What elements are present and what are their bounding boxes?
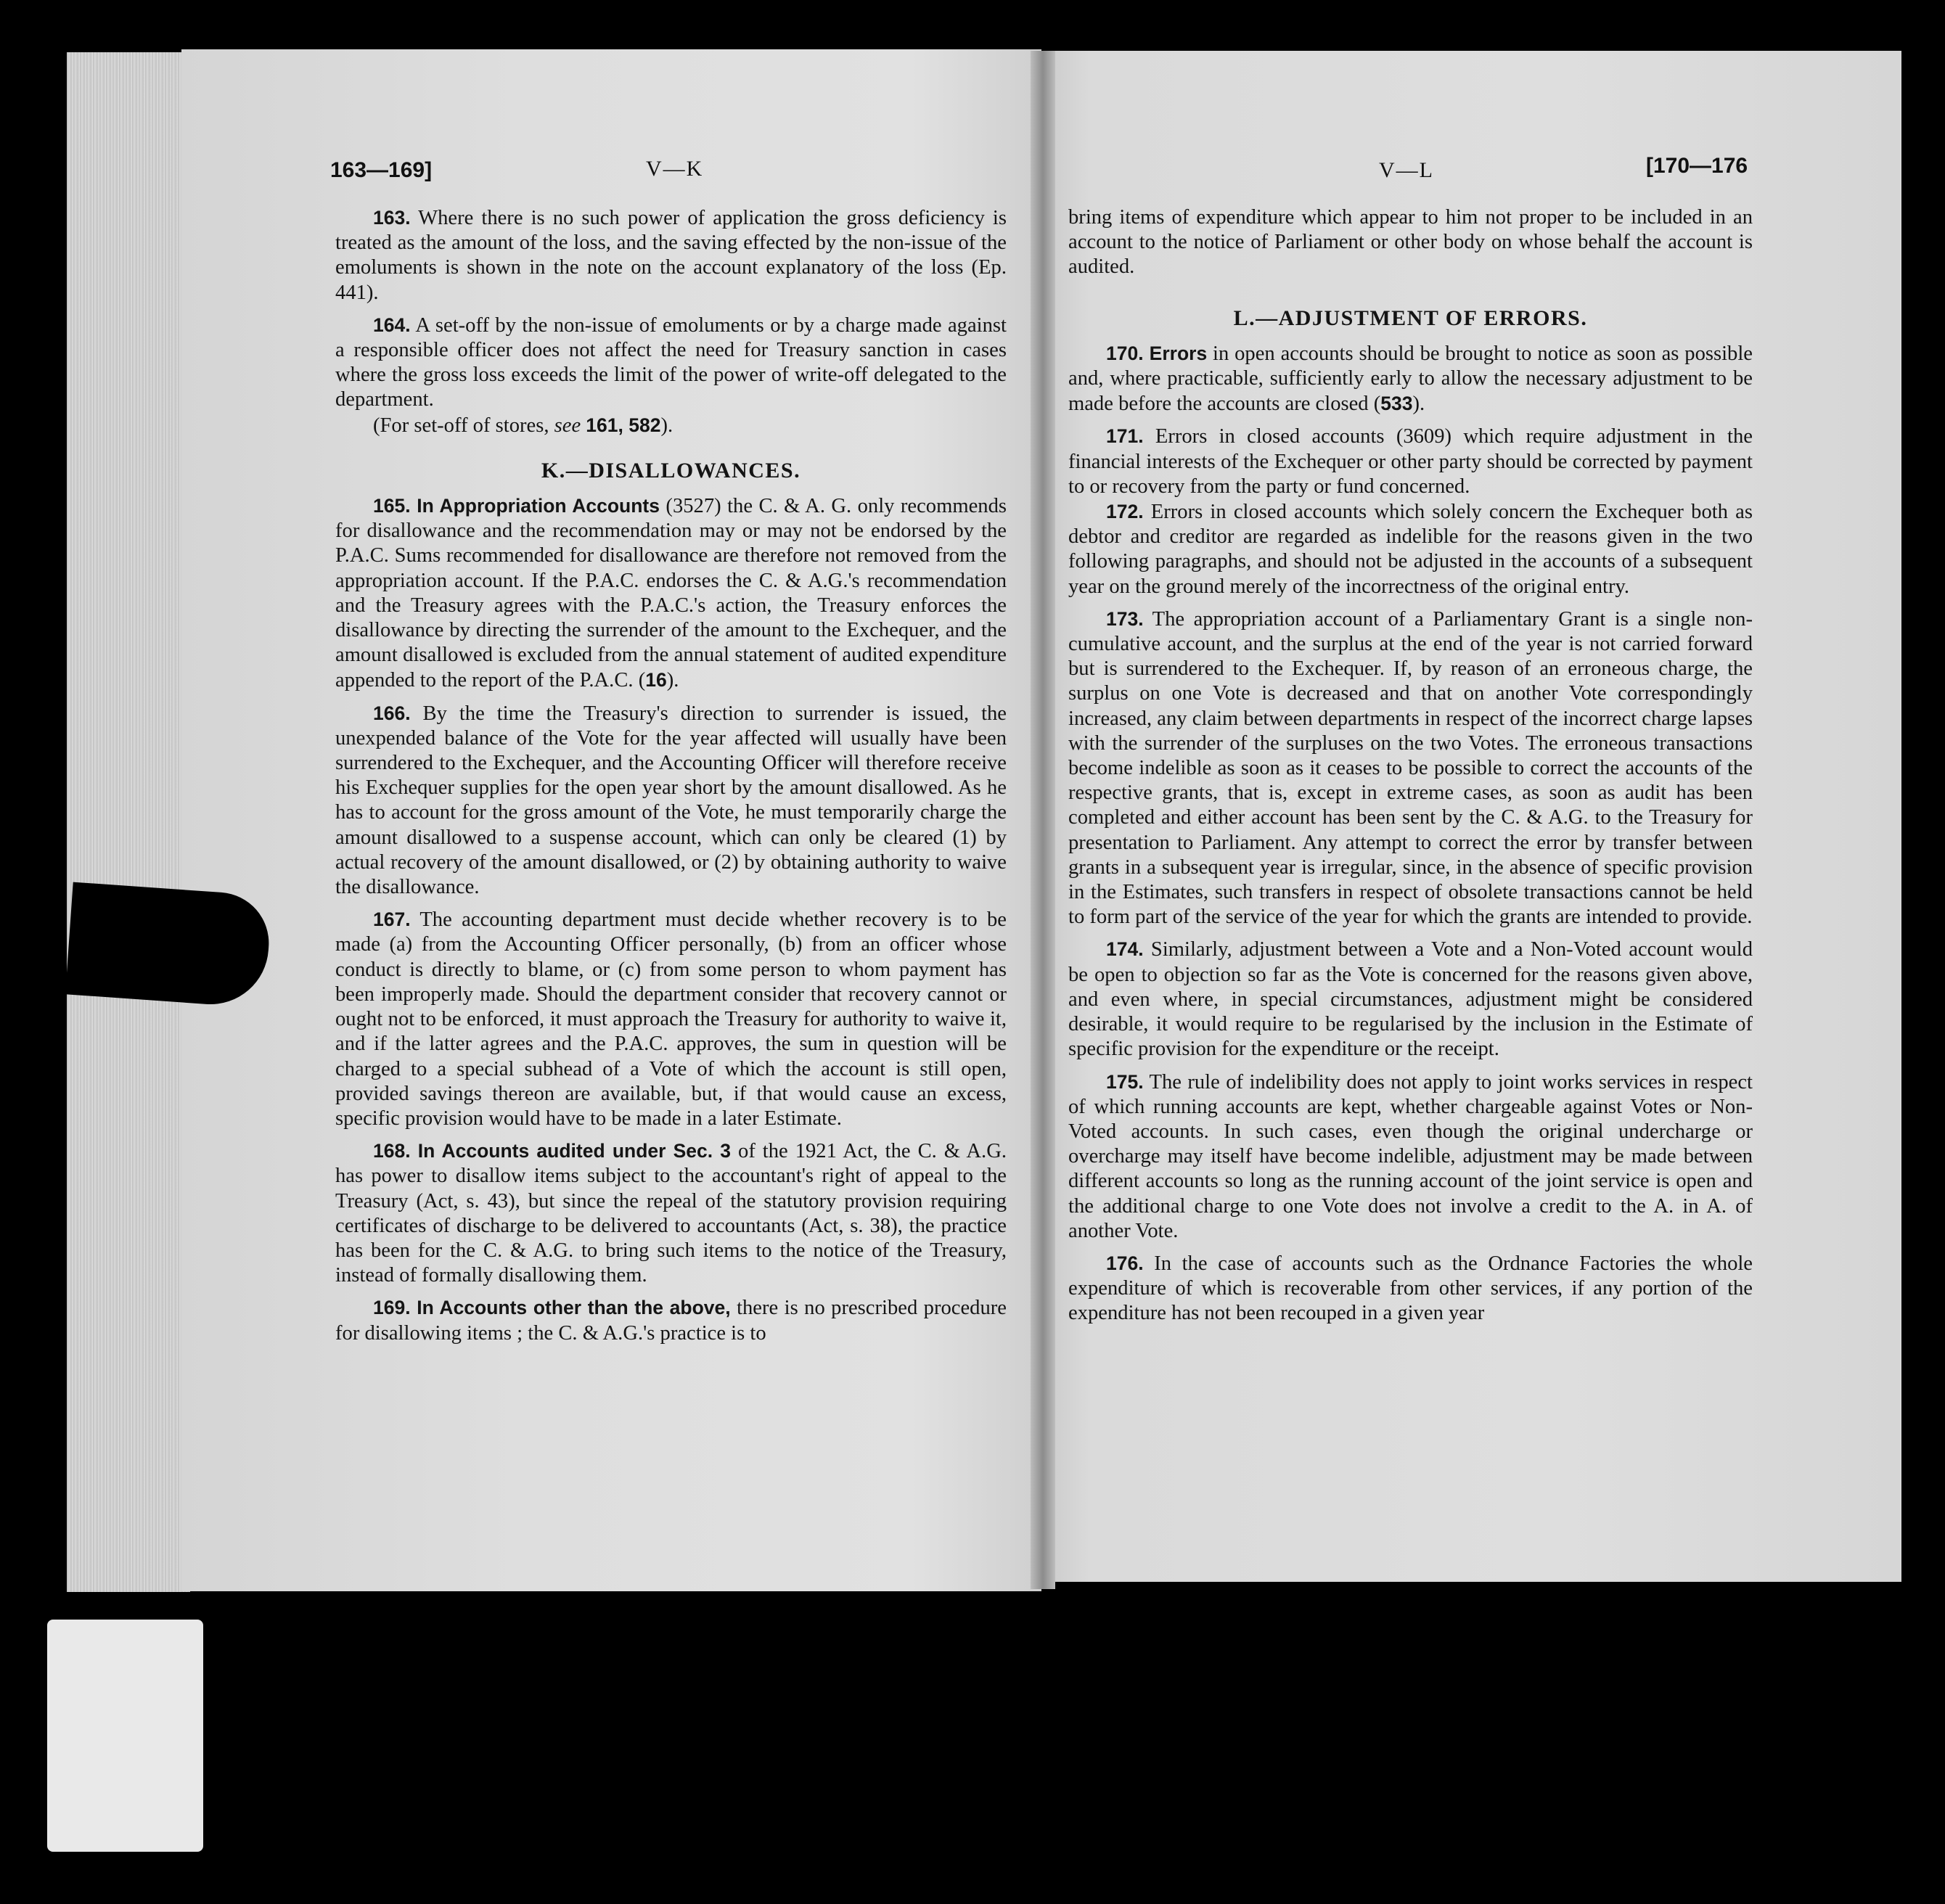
paragraph-168: 168. In Accounts audited under Sec. 3 of the 1921 Act, the C. & A.G. has power to disallow items subject to the accountant's right of appeal to the Treasury (Act, s. 43), but since the repeal of the statutory provision requiring certificates of discharge to be delivered to accountants (Act, s. 38), the practice has been for the C. & A.G. to bring such items to the notice of the Treasury, instead of formally disallowing them. (335, 1140, 1007, 1287)
paragraph-166: 166. By the time the Treasury's direction to surrender is issued, the unexpended balance of the Vote for the year affected will usually have been surrendered to the Exchequer, and the Accounting Officer will therefore receive his Exchequer supplies for the open year short by the amount disallowed. As he has to account for the gross amount of the Vote, he must temporarily charge the amount disallowed to a suspense account, which can only be cleared (1) by actual recovery of the amount disallowed, or (2) by obtaining authority to waive the disallowance. (335, 702, 1007, 899)
paragraph-176: 176. In the case of accounts such as the Ordnance Factories the whole expenditure of which is recoverable from other services, if any portion of the expenditure has not been recouped in a given year (1068, 1252, 1753, 1325)
paragraph-174: 174. Similarly, adjustment between a Vote and a Non-Voted account would be open to objection so far as the Vote is concerned for the reasons given above, and even where, in special circumstances, adjustment might be considered desirable, it would require to be regularised by the inclusion in the Estimate of specific provision for the expenditure or the receipt. (1068, 938, 1753, 1061)
right-text-column (1068, 205, 1753, 1334)
book-gutter (1031, 51, 1055, 1589)
paragraph-171: 171. Errors in closed accounts (3609) which require adjustment in the financial interests of the Exchequer or other party should be corrected by payment to or recovery from the party or fund concerned. (1068, 425, 1753, 498)
right-page (1038, 51, 1901, 1582)
paragraph-175: 175. The rule of indelibility does not apply to joint works services in respect of which running accounts are kept, whether chargeable against Votes or Non-Voted accounts. In such cases, even though the original undercharge or overcharge may itself have become indelible, adjustment may be made between different accounts so long as the running account of the joint service is open and the additional charge to one Vote does not involve a credit to the A. in A. of another Vote. (1068, 1070, 1753, 1242)
paragraph-163: 163. Where there is no such power of application the gross deficiency is treated as the amount of the loss, and the saving effected by the non-issue of the emoluments is shown in the note on the account explanatory of the loss (Ep. 441). (335, 207, 1007, 304)
set-off-note: (For set-off of stores, see 161, 582). (373, 414, 673, 437)
calibration-card (47, 1620, 203, 1852)
finger-shadow (65, 882, 272, 1009)
left-page (181, 49, 1041, 1591)
paragraph-170: 170. Errors in open accounts should be brought to notice as soon as possible and, where practicable, sufficiently early to allow the necessary adjustment to be made before the accounts are closed (533). (1068, 342, 1753, 416)
paragraph-173: 173. The appropriation account of a Parliamentary Grant is a single non-cumulative account, and the surplus at the end of the year is not carried forward but is surrendered to the Exchequer. If, by reason of an erroneous charge, the surplus on one Vote is decreased and that on another Vote correspondingly increased, any claim between departments in respect of the incorrect charge lapses with the surrender of the surpluses on the two Votes. The erroneous transactions become indelible as soon as it ceases to be possible to correct the accounts of the respective grants, that is, except in extreme cases, as soon as audit has been completed and either account has been sent by the C. & A.G. to the Treasury for presentation to Parliament. Any attempt to correct the error by transfer between grants in a subsequent year is irregular, since, in the absence of specific provision in the Estimates, such transfers in respect of obsolete transactions cannot be held to form part of the service of the year for which the grants are intended to provide. (1068, 607, 1753, 929)
paragraph-169: 169. In Accounts other than the above, there is no prescribed procedure for disallowing items ; the C. & A.G.'s practice is to (335, 1297, 1007, 1345)
right-header-section: V—L (1379, 158, 1434, 182)
left-text-column (335, 205, 1007, 1353)
paragraph-165: 165. In Appropriation Accounts (3527) the C. & A. G. only recommends for disallowance and the recommendation may or may not be endorsed by the P.A.C. Sums recommended for disallowance are therefore not removed from the appropriation account. If the P.A.C. endorses the C. & A.G.'s recommendation and the Treasury agrees with the P.A.C.'s action, the Treasury enforces the disallowance by directing the surrender of the amount to the Exchequer, and the amount disallowed is excluded from the annual statement of audited expenditure appended to the report of the P.A.C. (16). (335, 495, 1007, 692)
section-heading-k: K.—DISALLOWANCES. (541, 458, 801, 483)
left-header-range: 163—169] (330, 158, 433, 182)
paragraph-167: 167. The accounting department must decide whether recovery is to be made (a) from the Accounting Officer personally, (b) from an officer whose conduct is directly to blame, or (c) from some person to whom payment has been improperly made. Should the department consider that recovery cannot or ought not to be enforced, it must approach the Treasury for authority to waive it, and if the latter agrees and the P.A.C. approves, the sum in question will be charged to a special subhead of a Vote of which the account is still open, provided savings thereon are available, but, if that would cause an excess, specific provision would have to be made in a later Estimate. (335, 908, 1007, 1130)
left-header-section: V—K (646, 157, 704, 181)
right-header-range: [170—176 (1646, 154, 1748, 178)
paragraph-172: 172. Errors in closed accounts which solely concern the Exchequer both as debtor and creditor are regarded as indelible for the reasons given in the two following paragraphs, and should not be adjusted in the accounts of a subsequent year on the ground merely of the incorrectness of the original entry. (1068, 501, 1753, 598)
continuation-text: bring items of expenditure which appear to him not proper to be included in an account to the notice of Parliament or other body on whose behalf the account is audited. (1068, 206, 1753, 279)
section-heading-l: L.—ADJUSTMENT OF ERRORS. (1233, 305, 1588, 330)
paragraph-164: 164. A set-off by the non-issue of emoluments or by a charge made against a responsible officer does not affect the need for Treasury sanction in cases where the gross loss exceeds the limit of the power of write-off delegated to the department. (335, 313, 1007, 411)
page-edges (67, 52, 190, 1592)
